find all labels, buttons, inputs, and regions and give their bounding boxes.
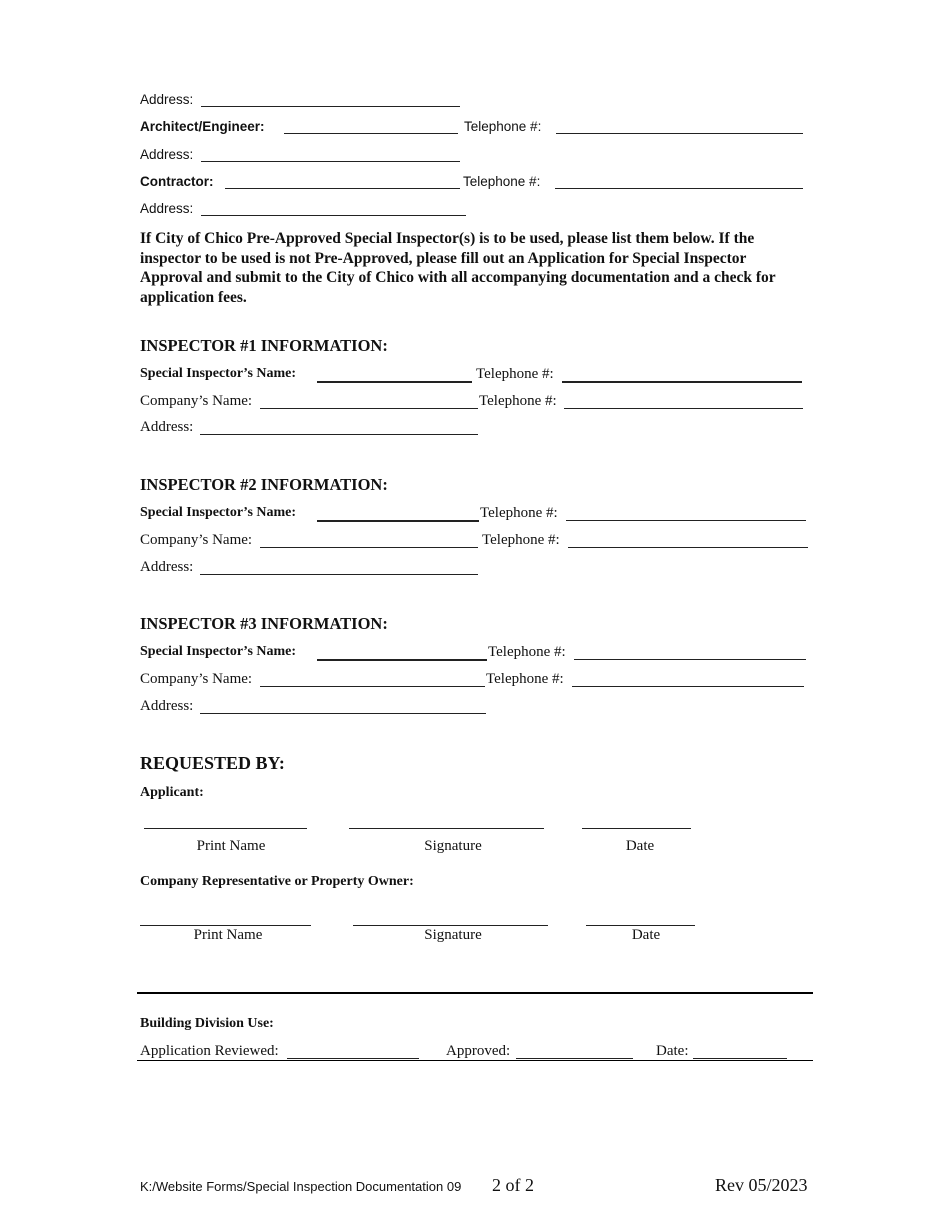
pre-approved-notice: If City of Chico Pre-Approved Special Inspector(s) is to be used, please list them below. If the inspector to be used is not Pre-Approved, please fill out an Application for Special Inspector Approval and submit to the City of Chico with all accompanying documentation and a check for application fees. — [140, 230, 776, 306]
inspector-1-address-field[interactable] — [200, 434, 478, 435]
inspector-3-company-telephone-field[interactable] — [572, 686, 804, 687]
inspector-3-company-field[interactable] — [260, 686, 485, 687]
application-reviewed-label: Application Reviewed: — [140, 1043, 279, 1059]
contractor-telephone-field[interactable] — [555, 188, 803, 189]
inspector-2-company-telephone-field[interactable] — [568, 547, 808, 548]
division-date-label: Date: — [656, 1043, 689, 1059]
inspector-2-name-label: Special Inspector’s Name: — [140, 505, 297, 520]
inspector-1-name-field[interactable] — [317, 381, 472, 383]
inspector-3-telephone-label: Telephone #: — [488, 644, 566, 660]
inspector-1-company-field[interactable] — [260, 408, 478, 409]
inspector-1-address-label: Address: — [140, 419, 194, 435]
inspector-3-name-field[interactable] — [317, 659, 487, 661]
owner-date-field[interactable] — [586, 925, 695, 926]
application-reviewed-field[interactable] — [287, 1058, 419, 1059]
inspector-2-address-label: Address: — [140, 559, 194, 575]
approved-field[interactable] — [516, 1058, 633, 1059]
approved-label: Approved: — [446, 1043, 511, 1059]
inspector-1-telephone-label: Telephone #: — [476, 366, 554, 382]
footer-page-number: 2 of 2 — [492, 1175, 534, 1195]
division-bottom-rule — [137, 1060, 813, 1061]
inspector-3-address-label: Address: — [140, 698, 194, 714]
inspector-2-company-telephone-label: Telephone #: — [482, 532, 560, 548]
applicant-signature-field[interactable] — [349, 828, 544, 829]
inspector-2-address-field[interactable] — [200, 574, 478, 575]
inspector-3-name-label: Special Inspector’s Name: — [140, 644, 297, 659]
contractor-field[interactable] — [225, 188, 460, 189]
owner-date-caption: Date — [631, 927, 661, 943]
inspector-2-heading: INSPECTOR #2 INFORMATION: — [140, 475, 388, 494]
architect-field[interactable] — [284, 133, 458, 134]
inspector-2-telephone-label: Telephone #: — [480, 505, 558, 521]
architect-telephone-field[interactable] — [556, 133, 803, 134]
inspector-3-company-telephone-label: Telephone #: — [486, 671, 564, 687]
architect-address-label: Address: — [140, 147, 194, 162]
inspector-1-heading: INSPECTOR #1 INFORMATION: — [140, 336, 388, 355]
contractor-label: Contractor: — [140, 174, 214, 189]
applicant-date-field[interactable] — [582, 828, 691, 829]
owner-signature-caption: Signature — [424, 927, 482, 943]
owner-signature-field[interactable] — [353, 925, 548, 926]
architect-label: Architect/Engineer: — [140, 119, 265, 134]
inspector-1-company-telephone-label: Telephone #: — [479, 393, 557, 409]
contractor-address-field[interactable] — [201, 215, 466, 216]
inspector-1-telephone-field[interactable] — [562, 381, 802, 383]
division-top-rule — [137, 992, 813, 994]
footer-file-path: K:/Website Forms/Special Inspection Documentation 09 — [140, 1179, 462, 1194]
division-date-field[interactable] — [693, 1058, 787, 1059]
contractor-address-label: Address: — [140, 201, 194, 216]
inspector-3-address-field[interactable] — [200, 713, 486, 714]
applicant-label: Applicant: — [140, 785, 204, 800]
inspector-3-telephone-field[interactable] — [574, 659, 806, 660]
inspector-1-name-label: Special Inspector’s Name: — [140, 366, 297, 381]
applicant-print-name-field[interactable] — [144, 828, 307, 829]
inspector-2-telephone-field[interactable] — [566, 520, 806, 521]
owner-print-name-caption: Print Name — [193, 927, 263, 943]
inspector-1-company-telephone-field[interactable] — [564, 408, 803, 409]
requested-by-heading: REQUESTED BY: — [140, 753, 285, 773]
architect-telephone-label: Telephone #: — [464, 119, 542, 134]
applicant-date-caption: Date — [625, 838, 655, 854]
architect-address-field[interactable] — [201, 161, 460, 162]
inspector-1-company-label: Company’s Name: — [140, 393, 253, 409]
contractor-telephone-label: Telephone #: — [463, 174, 541, 189]
inspector-3-company-label: Company’s Name: — [140, 671, 253, 687]
owner-address-label: Address: — [140, 92, 194, 107]
applicant-signature-caption: Signature — [424, 838, 482, 854]
applicant-print-name-caption: Print Name — [196, 838, 266, 854]
footer-revision: Rev 05/2023 — [715, 1175, 808, 1195]
owner-label: Company Representative or Property Owner: — [140, 874, 414, 889]
division-heading: Building Division Use: — [140, 1016, 274, 1031]
inspector-2-name-field[interactable] — [317, 520, 479, 522]
inspector-2-company-label: Company’s Name: — [140, 532, 253, 548]
owner-print-name-field[interactable] — [140, 925, 311, 926]
inspector-3-heading: INSPECTOR #3 INFORMATION: — [140, 614, 388, 633]
owner-address-field[interactable] — [201, 106, 460, 107]
inspector-2-company-field[interactable] — [260, 547, 478, 548]
